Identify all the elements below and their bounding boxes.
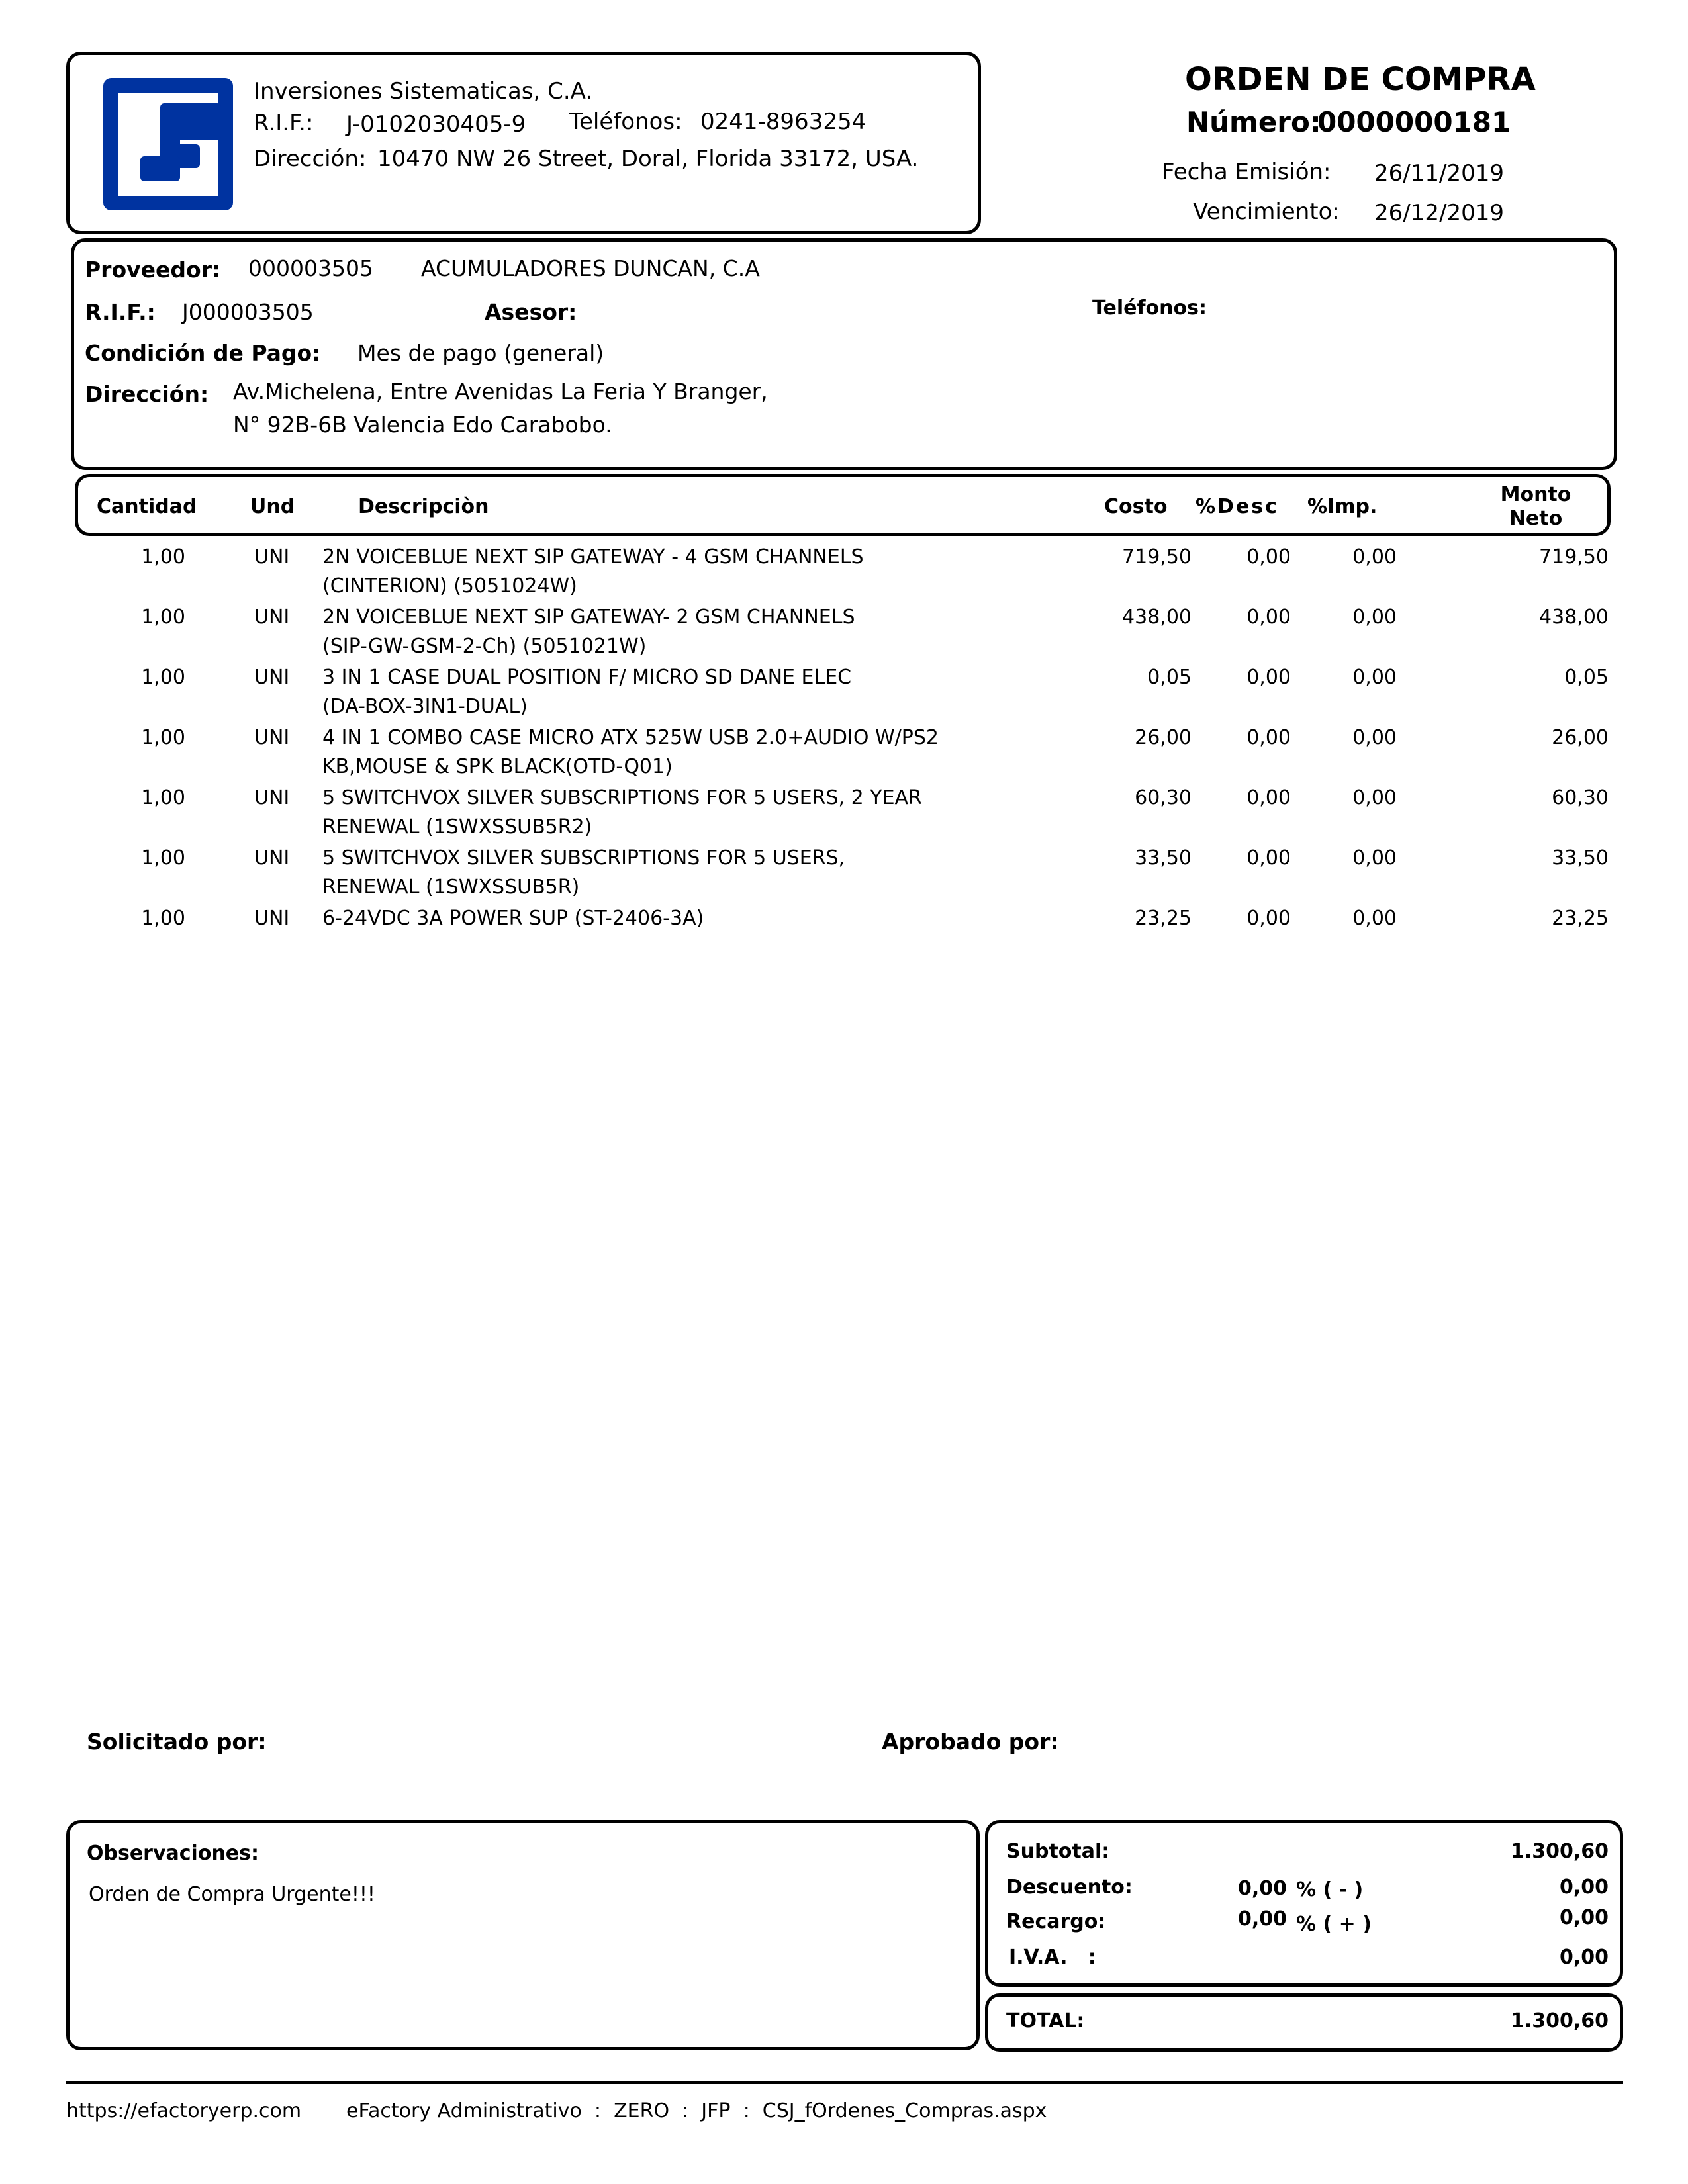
- cell-discount: 0,00: [1246, 786, 1291, 809]
- col-header-net-line2: Neto: [1509, 507, 1563, 530]
- company-phones-label: Teléfonos:: [569, 109, 682, 135]
- cell-unit: UNI: [254, 907, 290, 930]
- vat-value: 0,00: [1559, 1946, 1609, 1969]
- cell-cost: 26,00: [1135, 726, 1192, 749]
- company-logo-icon: [103, 78, 233, 210]
- cell-unit: UNI: [254, 726, 290, 749]
- cell-tax: 0,00: [1352, 545, 1397, 569]
- due-date: 26/12/2019: [1374, 200, 1504, 226]
- supplier-address-line2: N° 92B-6B Valencia Edo Carabobo.: [233, 412, 612, 437]
- cell-cost: 33,50: [1135, 846, 1192, 870]
- payment-condition-label: Condición de Pago:: [85, 340, 321, 366]
- cell-qty: 1,00: [141, 907, 185, 930]
- cell-net: 23,25: [1552, 907, 1609, 930]
- cell-discount: 0,00: [1246, 545, 1291, 569]
- discount-value: 0,00: [1559, 1876, 1609, 1899]
- supplier-label: Proveedor:: [85, 257, 221, 283]
- total-value: 1.300,60: [1510, 2009, 1609, 2032]
- col-header-cost: Costo: [1104, 495, 1168, 518]
- cell-cost: 719,50: [1122, 545, 1192, 569]
- cell-net: 60,30: [1552, 786, 1609, 809]
- company-name: Inversiones Sistematicas, C.A.: [254, 78, 593, 105]
- cell-tax: 0,00: [1352, 726, 1397, 749]
- cell-qty: 1,00: [141, 846, 185, 870]
- footer-divider: [66, 2081, 1623, 2084]
- cell-unit: UNI: [254, 786, 290, 809]
- footer-info: eFactory Administrativo : ZERO : JFP : CSJ_fOrdenes_Compras.aspx: [346, 2099, 1047, 2122]
- observations-label: Observaciones:: [87, 1842, 259, 1865]
- document-number: 0000000181: [1317, 106, 1511, 138]
- cell-description-line2: (CINTERION) (5051024W): [322, 574, 577, 598]
- supplier-advisor-label: Asesor:: [485, 299, 577, 325]
- discount-sign: % ( - ): [1296, 1878, 1364, 1901]
- cell-net: 0,05: [1564, 666, 1609, 689]
- cell-net: 33,50: [1552, 846, 1609, 870]
- cell-unit: UNI: [254, 666, 290, 689]
- cell-discount: 0,00: [1246, 726, 1291, 749]
- cell-description-line2: RENEWAL (1SWXSSUB5R): [322, 876, 580, 899]
- cell-tax: 0,00: [1352, 846, 1397, 870]
- document-title: ORDEN DE COMPRA: [1185, 61, 1536, 98]
- col-header-description: Descripciòn: [358, 495, 489, 518]
- cell-cost: 23,25: [1135, 907, 1192, 930]
- cell-description-line2: RENEWAL (1SWXSSUB5R2): [322, 815, 592, 839]
- cell-description-line1: 3 IN 1 CASE DUAL POSITION F/ MICRO SD DANE ELEC: [322, 666, 852, 689]
- col-header-tax: %Imp.: [1307, 495, 1378, 518]
- observations-text: Orden de Compra Urgente!!!: [89, 1883, 375, 1906]
- requested-by-label: Solicitado por:: [87, 1729, 267, 1754]
- supplier-address-line1: Av.Michelena, Entre Avenidas La Feria Y Branger,: [233, 379, 768, 404]
- col-header-net-line1: Monto: [1500, 483, 1571, 506]
- company-rif-label: R.I.F.:: [254, 110, 314, 136]
- cell-cost: 60,30: [1135, 786, 1192, 809]
- cell-tax: 0,00: [1352, 786, 1397, 809]
- supplier-rif-label: R.I.F.:: [85, 299, 156, 325]
- cell-description-line1: 6-24VDC 3A POWER SUP (ST-2406-3A): [322, 907, 704, 930]
- cell-description-line1: 5 SWITCHVOX SILVER SUBSCRIPTIONS FOR 5 USERS,: [322, 846, 845, 870]
- cell-discount: 0,00: [1246, 666, 1291, 689]
- due-date-label: Vencimiento:: [1193, 199, 1340, 225]
- cell-description-line1: 2N VOICEBLUE NEXT SIP GATEWAY- 2 GSM CHANNELS: [322, 606, 855, 629]
- subtotal-label: Subtotal:: [1006, 1840, 1110, 1863]
- footer-url[interactable]: https://efactoryerp.com: [66, 2099, 302, 2122]
- cell-cost: 438,00: [1122, 606, 1192, 629]
- cell-description-line1: 2N VOICEBLUE NEXT SIP GATEWAY - 4 GSM CHANNELS: [322, 545, 864, 569]
- company-address-label: Dirección:: [254, 146, 367, 172]
- cell-unit: UNI: [254, 846, 290, 870]
- cell-description-line2: KB,MOUSE & SPK BLACK(OTD-Q01): [322, 755, 673, 778]
- cell-unit: UNI: [254, 545, 290, 569]
- surcharge-value: 0,00: [1559, 1906, 1609, 1929]
- col-header-discount: %Desc: [1196, 495, 1279, 518]
- cell-description-line2: (DA-BOX-3IN1-DUAL): [322, 695, 528, 718]
- cell-discount: 0,00: [1246, 606, 1291, 629]
- cell-discount: 0,00: [1246, 846, 1291, 870]
- cell-tax: 0,00: [1352, 907, 1397, 930]
- discount-label: Descuento:: [1006, 1876, 1133, 1899]
- cell-tax: 0,00: [1352, 606, 1397, 629]
- cell-qty: 1,00: [141, 666, 185, 689]
- cell-net: 438,00: [1539, 606, 1609, 629]
- supplier-phones-label: Teléfonos:: [1092, 296, 1207, 320]
- cell-unit: UNI: [254, 606, 290, 629]
- cell-net: 719,50: [1539, 545, 1609, 569]
- cell-qty: 1,00: [141, 545, 185, 569]
- cell-description-line1: 4 IN 1 COMBO CASE MICRO ATX 525W USB 2.0+AUDIO W/PS2: [322, 726, 939, 749]
- approved-by-label: Aprobado por:: [882, 1729, 1059, 1754]
- issue-date-label: Fecha Emisión:: [1162, 159, 1331, 185]
- discount-percent: 0,00: [1238, 1877, 1288, 1900]
- supplier-code: 000003505: [248, 255, 373, 281]
- issue-date: 26/11/2019: [1374, 160, 1504, 187]
- company-rif: J-0102030405-9: [346, 111, 526, 138]
- cell-net: 26,00: [1552, 726, 1609, 749]
- table-header-box: [75, 474, 1611, 536]
- cell-description-line1: 5 SWITCHVOX SILVER SUBSCRIPTIONS FOR 5 USERS, 2 YEAR: [322, 786, 922, 809]
- supplier-address-label: Dirección:: [85, 381, 209, 407]
- payment-condition: Mes de pago (general): [357, 340, 604, 366]
- vat-label: I.V.A. :: [1009, 1946, 1096, 1969]
- surcharge-sign: % ( + ): [1296, 1913, 1372, 1936]
- col-header-qty: Cantidad: [97, 495, 197, 518]
- cell-qty: 1,00: [141, 606, 185, 629]
- supplier-rif: J000003505: [182, 299, 314, 325]
- supplier-name: ACUMULADORES DUNCAN, C.A: [421, 255, 760, 281]
- company-phones: 0241-8963254: [700, 109, 867, 135]
- total-label: TOTAL:: [1006, 2009, 1085, 2032]
- surcharge-percent: 0,00: [1238, 1907, 1288, 1931]
- subtotal-value: 1.300,60: [1510, 1840, 1609, 1863]
- cell-cost: 0,05: [1147, 666, 1192, 689]
- col-header-unit: Und: [250, 495, 295, 518]
- company-address: 10470 NW 26 Street, Doral, Florida 33172, USA.: [377, 146, 919, 172]
- cell-qty: 1,00: [141, 726, 185, 749]
- cell-discount: 0,00: [1246, 907, 1291, 930]
- surcharge-label: Recargo:: [1006, 1910, 1106, 1933]
- cell-qty: 1,00: [141, 786, 185, 809]
- cell-tax: 0,00: [1352, 666, 1397, 689]
- document-number-label: Número:: [1186, 106, 1321, 138]
- cell-description-line2: (SIP-GW-GSM-2-Ch) (5051021W): [322, 635, 647, 658]
